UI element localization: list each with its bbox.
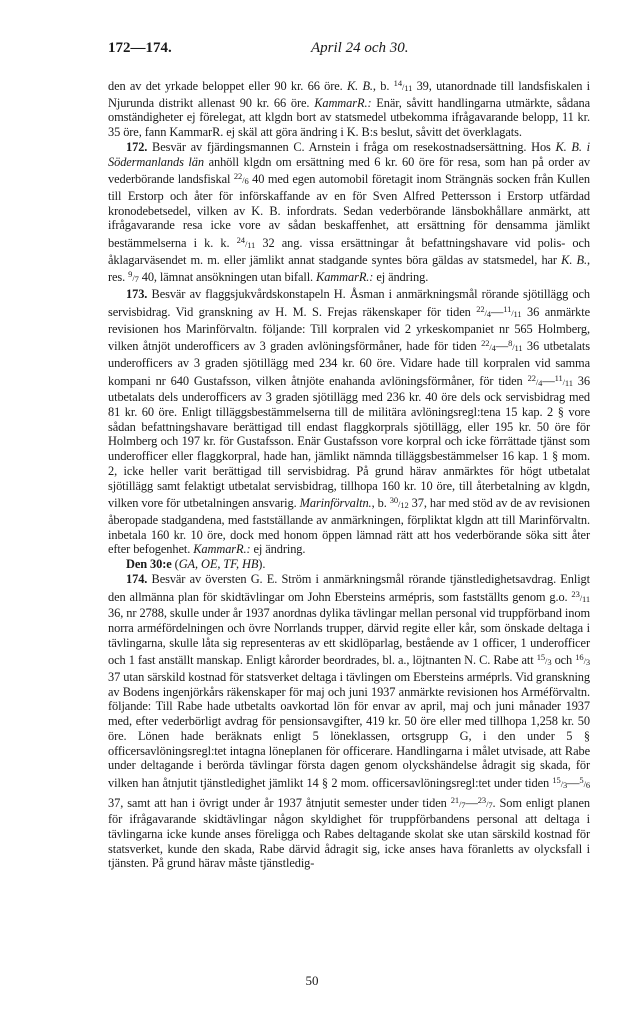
text-run: 40 med egen automobil företagit inom Strängnäs socken från Kullen till Erstorp och åter för införskaffande av en för Sven Alfred Pettersson i Erstorp utfärdad kronodebetsedel, vilken av K. B. infordrats. Sedan vederbörande länsbokhållare anmärkt, att ifrågavarande resa icke vore av sådan beskaffenhet, att ersättning för densamma jämlikt bestämmelserna i k. k.	[108, 172, 590, 251]
dash: —	[567, 775, 580, 790]
authority-name: KammarR.:	[193, 542, 251, 557]
paragraph-173	[108, 287, 590, 557]
session-date: Den 30:e	[126, 557, 172, 572]
session-members: GA, OE, TF, HB	[178, 557, 259, 572]
date-fraction: $^{11}/_{11}$	[503, 303, 522, 319]
text-run: , b.	[372, 79, 394, 93]
dash: —	[542, 373, 555, 388]
text-run: Besvär av översten G. E. Ström i anmärkningsmål rörande tjänstledighetsavdrag. Enligt den allmänna plan för skidtävlingar om John Ebersteins armépris, som fastställts genom g.o.	[108, 571, 590, 604]
text-run: ).	[258, 557, 266, 572]
date-fraction: $^9/_7$	[128, 269, 139, 285]
text-run: 37, har med stöd av de av revisionen åberopade stadgandena, med fastställande av anmärkningen, förpliktat klgdn att till Marinförvaltn. inbetala 160 kr. 10 öre, dock med honom öppen lämnad rätt att hos vederbörande söka sitt åter efter befogenhet.	[108, 496, 591, 557]
text-run: , b.	[371, 496, 390, 511]
authority-name: K. B. i Södermanlands län	[108, 139, 590, 169]
text-run: 32 ang. vissa ersättningar åt befattningshavare vid polis- och åklagarväsendet m. m. eller jämlikt annat stadgande syntes böra gäldas av statsmedel, har	[108, 236, 590, 267]
date-fraction: $^{15}/_3$	[536, 652, 552, 668]
dash: —	[490, 304, 504, 319]
authority-name: Marinförvaltn.	[299, 496, 372, 511]
date-fraction: $^{15}/_3$	[552, 774, 568, 790]
date-fraction: $^{23}/_{11}$	[571, 588, 590, 604]
page-number: 50	[305, 973, 319, 988]
text-run: , res.	[108, 252, 590, 285]
date-fraction: $^{24}/_{11}$	[236, 235, 256, 251]
date-fraction: $^5/_6$	[579, 774, 590, 790]
dash: —	[495, 339, 509, 354]
text-run: anhöll klgdn om ersättning med 6 kr. 60 öre för resa, som han på order av vederbörande landsfiskal	[108, 154, 590, 187]
text-run: 36 utbetalats dels underofficers av 3 graden sjötillägg med 236 kr. 40 öre dels ock servisbidrag med 81 kr. 60 öre. Enligt tilläggsbestämmelserna till de militära avlöningsregl:tena 15 kap. 2 § vore sådan befattningshavare berättigad till endast flaggkorprals sjötillägg, eller 195 kr. 50 öre för Holmberg och 197 kr. för Gustafsson. Enär Gustafsson vore korpral och icke förrättade tjänst som underofficer eller flaggkorpral, hade han, jämlikt nämnda tilläggsbestämmelser 16 kap. 1 § mom. 2, icke heller varit berättigad till servisbidrag. På grund härav anmärktes för högt utbetalat sjötillägg samt felaktigt utbetalat servisbidrag, tillhopa 160 kr. 10 öre, till återbetalning av klgdn, vilken vore för utbetalningen ansvarig.	[108, 373, 590, 511]
text-run: ej ändring.	[373, 270, 429, 285]
text-run: (	[171, 557, 179, 572]
date-fraction: $^{22}/_4$	[476, 303, 491, 319]
dash: —	[465, 795, 478, 810]
text-run: . Som enligt planen för ifrågavarande skidtävlingar någon skyldighet för truppförbandens personal att deltaga i tävlingarna icke kunde anses föreligga och Rabes deltagande skolat ske utan särskild kostnad för statsverket, kunde den skada, Rabe därvid ådragit sig, icke anses hava föranletts av olycksfall i tjänsten. På grund härav måste tjänstledig-	[108, 795, 590, 871]
case-number: 173.	[126, 287, 148, 302]
text-run: Besvär av fjärdingsmannen C. Arnstein i fråga om resekostnadsersättning. Hos	[147, 139, 556, 154]
authority-name: KammarR.:	[316, 270, 374, 285]
authority-name: KammarR.:	[314, 95, 372, 110]
authority-name: K. B.	[561, 252, 587, 267]
text-run: 36 anmärkte revisionen hos Marinförvaltn. följande: Till korpralen vid 2 yrkeskompaniet nr 565 Holmberg, vilken åtnjöt underofficers av 3 graden avlöningsförmåner, hade för tiden	[108, 304, 590, 354]
paragraph-172	[108, 140, 590, 287]
date-fraction: $^{16}/_3$	[575, 652, 590, 668]
text-run: Enär, såvitt handlingarna utmärkte, sådana omständigheter ej förelegat, att klgdn bort av statsmedel utbekomma ifrågavarande belopp, 11 kr. 35 öre, fann KammarR. ej skäl att göra ändring i K. B:s beslut, såvitt det överklagats.	[108, 95, 590, 140]
authority-name: K. B.	[346, 79, 373, 93]
text-run: 40, lämnat ansökningen utan bifall.	[138, 270, 317, 285]
text-run: 36 utbetalats underofficers av 3 graden sjötillägg med 234 kr. 60 öre. Vidare hade till korpralen vid samma kompani nr 640 Gustafsson, vilken åtnjöte enahanda avlöningsförmåner, för tiden	[108, 339, 590, 388]
session-date-heading	[108, 557, 590, 572]
text-run: och	[551, 653, 576, 668]
page-range: 172—174.	[108, 40, 172, 56]
text-run: 36, nr 2788, skulle under år 1937 anordnas dylika tävlingar mellan personal vid truppförband inom norra arméfördelningen och övre Norrlands trupper, därvid regite eller kår, som önskade deltaga i tävlingarna, skulle låta sig representeras av ett skidlöparlag, bestående av 1 officer, 1 underofficer och 1 fast anställt manskap. Enligt kårorder beordrades, bl. a., löjtnanten N. C. Rabe att	[108, 606, 590, 668]
text-run: 37, samt att han i övrigt under år 1937 åtnjutit semester under tiden	[108, 795, 451, 810]
text-run: 39, utanordnade till landsfiskalen i Njurunda distrikt allenast 90 kr. 66 öre.	[108, 79, 590, 110]
date-fraction: $^{30}/_{12}$	[389, 495, 409, 511]
date-fraction: $^{22}/_4$	[481, 338, 496, 354]
date-fraction: $^{22}/_6$	[233, 171, 249, 187]
paragraph-continued	[108, 76, 590, 140]
date-fraction: $^{22}/_4$	[527, 372, 543, 388]
text-run: den av det yrkade beloppet eller 90 kr. 66 öre.	[108, 79, 347, 93]
text-run: Besvär av flaggsjukvårdskonstapeln H. Åsman i anmärkningsmål rörande sjötillägg och servisbidrag. Vid granskning av H. M. S. Frejas räkenskaper för tiden	[108, 287, 590, 319]
date-fraction: $^{11}/_{11}$	[554, 372, 573, 388]
case-number: 174.	[126, 571, 148, 586]
text-run: ej ändring.	[250, 542, 306, 557]
date-fraction: $^{21}/_7$	[450, 794, 466, 810]
date-fraction: $^{14}/_{11}$	[393, 78, 413, 93]
date-fraction: $^8/_{11}$	[508, 338, 523, 354]
header-date: April 24 och 30.	[311, 40, 409, 56]
running-header	[108, 40, 590, 60]
body-text	[108, 76, 590, 871]
case-number: 172.	[126, 139, 148, 154]
date-fraction: $^{23}/_7$	[477, 794, 493, 810]
text-run: 37 utan särskild kostnad för statsverket deltaga i tävlingen om Ebersteins arméprls. Vid granskning av Bodens ingenjörkårs räkenskaper för maj och juni 1937 anmärkte revisionen hos Arméförvaltn. följande: Till Rabe hade utbetalts oavkortad lön för envar av april, maj och juni månader 1937 med, efter vederbörligt avdrag för pensionsavgifter, 419 kr. 50 öre eller med tillhopa 1,258 kr. 50 öre. Lönen hade beräknats enligt 5 löneklassen, ortsgrupp G, i den under 5 § officersavlöningsregl:tet intagna löneplanen för officerare. Handlingarna i målet utvisade, att Rabe under deltagande i berörda tävlingar första dagen genom olyckshändelse ådragit sig skada, för vilken han åtnjutit tjänstledighet jämlikt 14 § 2 mom. officersavlöningsregl:tet under tiden	[108, 670, 590, 790]
paragraph-174	[108, 572, 590, 871]
